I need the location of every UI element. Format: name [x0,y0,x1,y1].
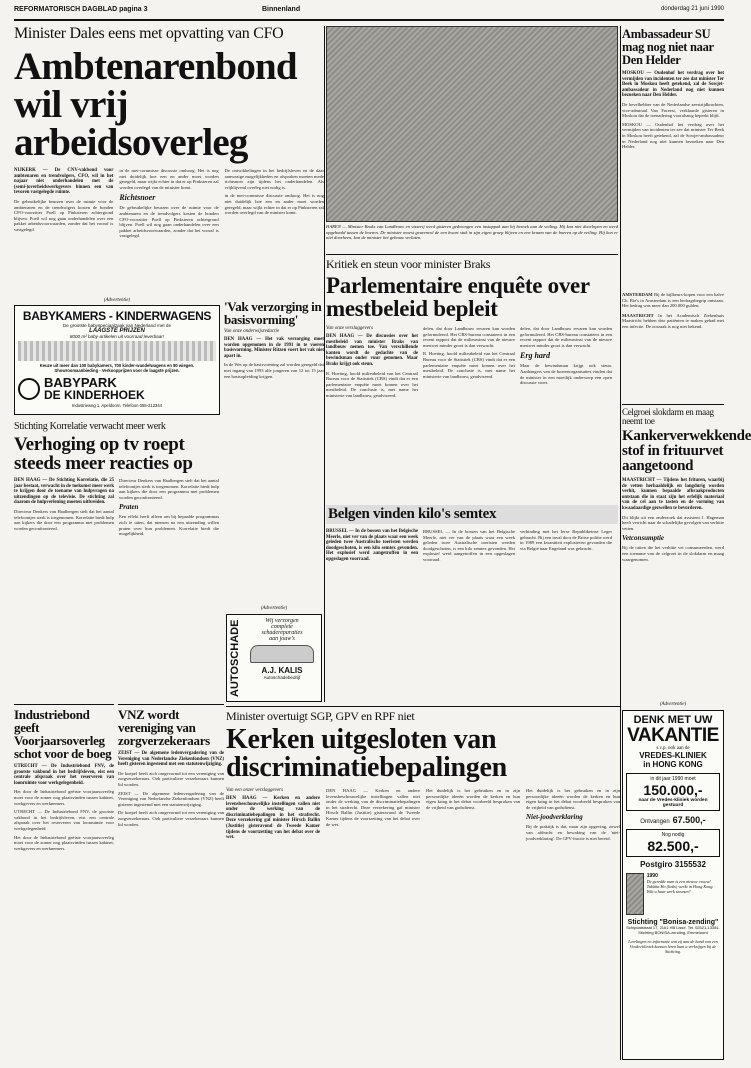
babykamers-sub3: 8000 m² baby-artikelen uit voorraad leverbaar! [69,334,165,339]
babykamers-sub1: De grootste babyspeciaalzaak van Nederland met de [62,323,172,328]
discrim-col3a: Het duidelijk is het gebruiken en in zijn persoonlijke ideeën worden de kerken en hun eigen kring in het debat voorbeeld besproken van de vrijheid van godsdienst. [526,788,620,810]
braks-col1: R. Hoeting, hoofd milieubeleid van het Centraal Bureau voor de Statistiek (CBS) vindt dat er een parlementaire enquête moet komen over het mestbeleid. De conclusie is, met name het ministerie van landbouw, geadviseerd. [326,370,420,398]
kanker-lead: MAASTRICHT — Tijdens het frituren, waarbij de vetten herhaaldelijk en langdurig worden verhit, kunnen bepaalde afbraakproducten ontstaan die in staat zijn het erfelijk materiaal van de cel aan te tasten en de vorming van kwaadaardige gezwellen te bevorderen. [622,478,724,511]
main-col3b: in de met-cornmisse discussie omhoog. Het is nog niet duidelijk hoe een en ander moet worden geregeld, maar wijkt echter in dat er op Pinksteren zal worden overlegd van de minister komt. [224,193,324,216]
stichting-col1b: Directeur Denkers van Haalbergen stelt dat het aantal telefoontjes sterk is toegenomen. Korrelatie biedt hulp aan kijkers die door een programma met problemen worden geconfronteerd. [119,478,221,500]
basisvorming-lead: DEN HAAG — Het vak verzorging moet worden opgenomen in de 1991 in te voeren basisvorming. Minister Ritzen voert het vak niet apart in. [224,337,324,359]
braks-col2b: R. Hoeting, hoofd milieubeleid van het Centraal Bureau voor de Statistiek (CBS) vindt dat er een parlementaire enquête moet komen over het mestbeleid. De conclusie is, met name het ministerie van landbouw, geadviseerd. [423,351,517,379]
stichting-subhead: Praten [119,503,139,512]
vakantie-ad [622,710,724,1060]
main-subhead: Richtsnoer [119,193,156,203]
semtex-col1: BRUSSEL — In de bossen van het Belgische Meerle, niet ver van de plaats waar een week geleden twee Australische toeristen werden doodgeschoten, is een kilo semtex gevonden. Het explosief werd aangetroffen in een opgeslagen voorraad. [423,529,517,562]
paper-name: REFORMATORISCH DAGBLAD pagina 3 [14,6,148,13]
schade-side-text: AUTOSCHADE [229,619,241,697]
kanker-subhead: Vetconsumptie [622,534,665,543]
main-col2b: De gebruikelijke beurzen over de ruimte voor de ambtenaren en de trendvolgers kosten de bonden CFO-voorzitter Poell op Pinksteren achtergrond blijven. Poell wil nog gaan onderhandelen over een pakket arbeidsvoorwaarden, zonder dat het vooraf is vastgelegd. [119,205,220,239]
vakantie-photo-year: 1990 [646,873,658,879]
brief-amsterdam: Bij de bijlbeurs-kopen voor een halve Ch. Rie's in Amsterdam is een bedragsbegrip ontstaan. Het bedrag was meer dan 200.000 gulden. [622,292,726,309]
ambassadeur-lead: MOSKOU — Oudenhof het verdrag over het vermijden van incidenten ter zee dat minister Ter Beek in Moskou heeft getekend, zal de Sowjet-ambassadeur in Nederland nog niet kunnen bezoeken naar Den Helder. [622,71,724,99]
brief-maastricht: In het Academisch Ziekenhuis Maastricht hebben drie patiënten te maken gehad met een infectie. De oorzaak is nog niet bekend. [622,312,726,329]
semtex-lead: BRUSSEL — In de bossen van het Belgische Meerle, niet ver van de plaats waar een week geleden twee Australische toeristen werden doodgeschoten, is een kilo semtex gevonden. Het explosief werd aangetroffen in een opgeslagen voorraad. [326,529,418,562]
vnz-lead: ZEIST — De algemene ledenvergadering van de Vereniging van Nederlandse Ziekenfondsen (VNZ) heeft gisteren ingestemd met een statutenwijziging. [118,751,224,768]
vakantie-foundation: Stichting "Bonisa-zending" [627,919,719,926]
discrim-kicker: Minister overtuigt SGP, GPV en RPF niet [226,709,415,723]
vakantie-box1-bottom: naar de Vredes-kliniek worden gestuurd [638,798,708,808]
main-article [14,26,324,298]
industriebond-col2: UTRECHT — De Industriebond FNV, de grootste vakbond in het bedrijfsleven, eist een centrale afspraak over het reserveren van loonruimte voor werkgelegenheid. [14,809,116,831]
discrim-headline: Kerken uitgesloten van discriminatiebepalingen [226,724,507,783]
basisvorming-col: In de Wet op de basisvorming zal worden geregeld dat met ingang van 1993 alle jongeren van 12 tot 15 jaar een basisopleiding krijgen. [224,362,324,379]
vakantie-received-label: Ontvangen [640,819,670,825]
vnz-article [118,704,224,1059]
page-date: donderdag 21 juni 1990 [660,6,724,12]
main-lead: NIJKERK — De CNV-vakbond voor ambtenaren en trendvolgers, CFO, wil in het najaar niet onderhandelen met de (semi-)overheidswerkgevers binnen een van tevoren vastgelegde ruimte. [14,168,114,196]
schade-ad [226,614,322,702]
semtex-article [326,505,618,705]
vakantie-need-amount: 82.500,- [647,838,699,854]
industriebond-lead: UTRECHT — De Industriebond FNV, de grootste vakbond in het bedrijfsleven, eist een centrale afspraak over het reserveren van loonruimte voor werkgelegenheid. [14,764,114,786]
basisvorming-article [224,300,324,450]
discrim-col3: Bij de praktijk is dat, maar zijn opgeving, zowel van afdracht en bewaking van de 'niet-joodverklaring'. De GPV-fractie is niet bereid. [526,824,620,841]
vakantie-clinic2: in HONG KONG [643,760,703,769]
kanker-kicker: Celgroei slokdarm en maag neemt toe [622,407,714,426]
main-kicker: Minister Dales eens met opvatting van CFO [14,25,284,42]
discrim-col1: DEN HAAG — Kerken en andere levensbeschouwelijke instellingen vallen niet onder de werking van de discriminatiebepalingen in het strafrecht. Deze verzekering gaf minister Hirsch Ballin (Justitie) gisteravond de Tweede Kamer tijdens de voortzetting van het debat over de wet. [326,788,422,827]
stichting-kicker: Stichting Korrelatie verwacht meer werk [14,421,166,432]
discrim-subhead: Niet-joodverklaring [526,813,583,822]
header-rule [14,19,724,21]
kinderhoek-brand: DE KINDERHOEK [44,388,145,402]
kanker-rule [622,404,724,405]
schade-line3: schadereparaties [261,630,303,636]
page-header [14,6,724,18]
ambassadeur-body2: MOSKOU — Oudenhof het verdrag over het vermijden van incidenten ter zee dat minister Ter Beek in Moskou heeft getekend, zal de Sowjet-ambassadeur in Nederland nog niet kunnen bezoeken naar Den Helder. [622,121,726,150]
stichting-col2: Een effekt heeft alleen om bij bepaalde programmas zich te uiten, dat mensen na een uitzending willen praten over hun problemen. Korrelatie biedt die mogelijkheid. [119,514,221,537]
stichting-lead: DEN HAAG — De Stichting Korrelatie, die 25 jaar bestaat, verwacht in de toekomst meer werk te krijgen door de toename van hulpvragen na uitzendingen op de televisie. De stichting zal daarom de hulpverlening moeten uitbreiden. [14,478,114,506]
discrim-byline: Van een onzer verslaggevers [226,788,284,793]
vakantie-ad-label: (Advertentie) [659,702,687,707]
babykamers-info: Keuze uit meer dan 100 babykamers, 700 kinder-wandelwagens en 80 wiegen. Showroomaanbieding - Verkoopprijzen voor de laagste prijzen. [39,363,195,373]
vakantie-received-amount: 67.500,- [672,815,706,825]
vakantie-box1-amount: 150.000,- [643,782,703,798]
briefs [622,292,724,402]
semtex-headline: Belgen vinden kilo's semtex [326,505,618,524]
car-icon [250,645,314,663]
ambassadeur-article [622,28,724,286]
vakantie-need-label: Nog nodig [661,832,685,838]
braks-kicker: Kritiek en steun voor minister Braks [326,257,491,271]
vakantie-giro: Postgiro 3155532 [640,860,706,869]
braks-col3: Maar de bewindsman krijgt ook steun. Aanhangers van de boerenorganisaties vinden dat de minister in een moeilijk onderwerp een open discussie voert. [520,363,614,386]
vnz-col: De koepel heeft zich omgevormd tot een vereniging van zorgverzekeraars. Ook particuliere verzekeraars kunnen lid worden. [118,770,226,787]
brief-amsterdam-label: AMSTERDAM [622,292,653,297]
vakantie-photo-caption: De geredde man is een nieuwe vrouw! Tabitha Ho (links) werkt in Hong Kong. Wilt u haar werk steunen? [646,879,714,894]
column-rule-left [324,26,325,702]
schade-tagline: Autoschadebedrijf [263,675,301,680]
main-col1: De gebruikelijke beurzen over de ruimte voor de ambtenaren en de trendvolgers kosten de bonden CFO-voorzitter Poell op Pinksteren achtergrond blijven. Poell wil nog gaan onderhandelen over een pakket arbeidsvoorwaarden, zonder dat het vooraf is vastgelegd. [14,198,115,232]
babypark-brand: BABYPARK [44,375,117,390]
braks-col2: delen, dat door Landbouw ervaren kan worden geformuleerd. Het CBS-bureau constateert in een recent rapport dat de milieuwinst van de nieuwe mestwet minder groot is dan verwacht. [423,326,517,348]
kanker-col2: Bij de ratten die het verhitte vet consumeerden, werd een toename van de celgroei in de slokdarm en maag waargenomen. [622,545,726,562]
ambassadeur-body: De bevelhebber van de Nederlandse zeestrijdkrachten, vice-admiraal Van Foreest, verklaarde gisteren in Moskou dat de toenadering vooralsnog beperkt blijft. [622,101,726,119]
vakantie-footer: Leerlingen en informatie wat zij aan de hand van een Vredes-kliniek kunnen leren kunt u verkrijgen bij de Stichting. [628,938,718,954]
vakantie-sub: s.v.p. ook aan de [656,746,690,751]
industriebond-col: Het door de Industriebond geëiste voorjaarsoverleg moet voor de zomer nog plaatsvinden tussen kabinet, werkgevers en werknemers. [14,789,116,806]
braks-byline: Van onze verslaggevers [326,326,373,331]
main-col3: De ontwikkelingen in het bedrijfsleven en de daar aanwezige mogelijkheden en afspraken moeten mede richtsnoer zijn tijdens het onderhandelen. Als vrijblijvend overleg niet nodig is. [224,168,324,190]
ambassadeur-headline: Ambassadeur SU mag nog niet naar Den Helder [622,27,714,67]
basisvorming-byline: Van onze onderwijsredactie [224,329,280,334]
discrim-lead: DEN HAAG — Kerken en andere levensbeschouwelijke instellingen vallen niet onder de werking van de discriminatiebepalingen in het strafrecht. Deze verzekering gaf minister Hirsch Ballin (Justitie) gisteravond de Tweede Kamer tijdens de voortzetting van het debat over de wet. [226,796,320,841]
schade-brand: A.J. KALIS [261,666,303,675]
schade-line4: aan jouw's [269,636,295,642]
discrim-col2: Het duidelijk is het gebruiken en in zijn persoonlijke ideeën worden de kerken en hun eigen kring in het debat voorbeeld besproken van de vrijheid van godsdienst. [426,788,522,810]
caption-rule [326,254,618,255]
semtex-col2: verbinding met het Ierse Republikeinse Leger gebracht. Bij een inval door de Britse politie werd in 1989 een kwantiteit explosieven gevonden die via België naar Engeland was gebracht. [520,529,614,551]
stichting-article [14,422,224,678]
babykamers-ad [14,305,220,415]
babykamers-sub2: LAAGSTE PRIJZEN [89,328,145,334]
schade-ad-label: (Advertentie) [260,606,288,611]
babypark-logo-icon [18,378,40,400]
kanker-article [622,407,751,698]
braks-headline: Parlementaire enquête over mestbeleid bepleit [326,273,590,321]
stichting-col1: Directeur Denkers van Haalbergen stelt dat het aantal telefoontjes sterk is toegenomen. Korrelatie biedt hulp aan kijkers die door een programma met problemen worden geconfronteerd. [14,508,116,531]
babykamers-address: Industrieweg 1, Apeldoorn. Telefoon 055-212344 [71,403,163,408]
haren-photo [326,26,618,222]
discrim-article [226,706,620,1059]
column-rule-right [620,26,621,1060]
brief-maastricht-label: MAASTRICHT [622,312,654,318]
vakantie-clinic1: VREDES-KLINIEK [639,751,707,760]
babykamers-ad-label: (Advertentie) [103,298,131,303]
main-col2: in de met-cornmisse discussie omhoog. Het is nog niet duidelijk hoe een en ander moet worden geregeld, maar wijkt echter in dat er op Pinksteren zal worden overlegd van de minister komt. [119,168,220,190]
basisvorming-headline: 'Vak verzorging in basisvorming' [224,299,322,327]
braks-subhead: Erg hard [520,351,551,361]
industriebond-headline: Industriebond geeft Voorjaarsoverleg schot voor de boeg [14,707,112,761]
braks-col3a: delen, dat door Landbouw ervaren kan worden geformuleerd. Het CBS-bureau constateert in een recent rapport dat de milieuwinst van de nieuwe mestwet minder groot is dan verwacht. [520,326,614,348]
vnz-col2: ZEIST — De algemene ledenvergadering van de Vereniging van Nederlandse Ziekenfondsen (VNZ) heeft gisteren ingestemd met een statutenwijziging. [118,790,226,807]
braks-lead: DEN HAAG — De discussies over het mestbeleid van minister Braks van landbouw nemen toe. Van verschillende kanten wordt de gedachte van de bewindsman onder vuur genomen. Maar Braks krijgt ook steun. [326,334,418,367]
photo-caption: HAREN — Minister Braks van Landbouw en visserij werd gisteren gedwongen een instappak aan bij bezoek aan de veiling. Hij kon niet doorlopen en werd opgehaald tussen de boeren. De minister moest geurenvol de een kwart stuk in zijn eigen groep blijven en een kraam van de boeren op de veiling. Hij kon er niet doorheen, kon de minister het gebouw verlaten. [326,224,618,240]
vakantie-box1-top: in dit jaar 1990 moet [650,776,696,782]
vakantie-address: Schipdatstraat 17, 2161 HB Lisse. Tel. 02521-13381. Stichting BONISA-zending, Emmeloord [626,925,720,935]
industriebond-col3: Het door de Industriebond geëiste voorjaarsoverleg moet voor de zomer nog plaatsvinden tussen kabinet, werkgevers en werknemers. [14,834,116,851]
section-name: Binnenland [262,6,301,13]
vakantie-photo [626,873,644,915]
babykamers-title: BABYKAMERS - KINDERWAGENS [22,309,212,323]
kanker-headline: Kankerverwekkende stof in frituurvet aangetoond [622,428,751,474]
vakantie-title2: VAKANTIE [627,725,719,746]
vnz-headline: VNZ wordt vereniging van zorgverzekeraars [118,707,210,748]
kanker-col1: Dit blijkt uit een onderzoek dat assistent J. Hageman heeft verricht naar de schadelijke gevolgen van verhitte vetten. [622,514,726,531]
vnz-col3: De koepel heeft zich omgevormd tot een vereniging van zorgverzekeraars. Ook particuliere verzekeraars kunnen lid worden. [118,810,226,827]
schade-line1: Wij verzorgen [265,618,299,624]
stichting-headline: Verhoging op tv roept steeds meer reacties op [14,434,193,474]
main-headline: Ambtenarenbond wil vrij arbeidsoverleg [14,45,297,164]
vakantie-title1: DENK MET UW [633,714,713,726]
braks-article [326,258,618,503]
schade-line2: complete [271,624,293,630]
industriebond-article [14,704,114,1059]
